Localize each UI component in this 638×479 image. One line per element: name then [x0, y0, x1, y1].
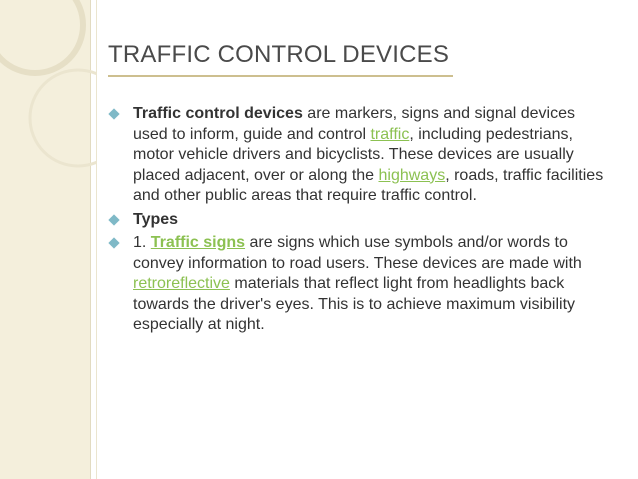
- bullet-item-types: [108, 210, 608, 231]
- slide-title: TRAFFIC CONTROL DEVICES: [108, 41, 450, 68]
- bullet-bold-lead: Traffic control devices: [133, 105, 303, 122]
- link-highways[interactable]: highways: [378, 166, 446, 184]
- decorative-ring-bottom: [30, 70, 96, 166]
- link-traffic-signs[interactable]: Traffic signs: [150, 234, 246, 251]
- bullet-item-traffic-signs: [108, 233, 608, 336]
- bullet-diamond-icon: [108, 237, 119, 248]
- title-underline: [108, 75, 453, 77]
- bullet-list: [108, 104, 608, 339]
- bullet-text: [133, 210, 608, 231]
- link-traffic[interactable]: traffic: [370, 125, 410, 143]
- bullet-prefix: 1.: [133, 234, 151, 251]
- bullet-body: materials that reflect light from headlights back towards the driver's eyes. This is to achieve maximum visibility especially at night.: [133, 275, 576, 333]
- bullet-diamond-icon: [108, 214, 119, 225]
- bullet-text: [133, 104, 608, 207]
- decorative-ring-top: [0, 0, 83, 73]
- bullet-body: are markers, signs and signal devices used to inform, guide and control: [133, 105, 575, 143]
- decorative-rings: [0, 0, 96, 479]
- bullet-bold-lead: Types: [133, 210, 179, 228]
- bullet-item-definition: [108, 104, 608, 207]
- bullet-body: are signs which use symbols and/or words to convey information to road users. These devices are made with: [133, 234, 582, 272]
- decorative-divider-line: [96, 0, 97, 479]
- bullet-body: , including pedestrians, motor vehicle drivers and bicyclists. These devices are usually placed adjacent, over or along the: [133, 125, 574, 184]
- bullet-body: , roads, traffic facilities and other public areas that require traffic control.: [133, 166, 604, 204]
- bullet-diamond-icon: [108, 108, 119, 119]
- bullet-text: [133, 233, 608, 336]
- link-retroreflective[interactable]: retroreflective: [133, 275, 230, 292]
